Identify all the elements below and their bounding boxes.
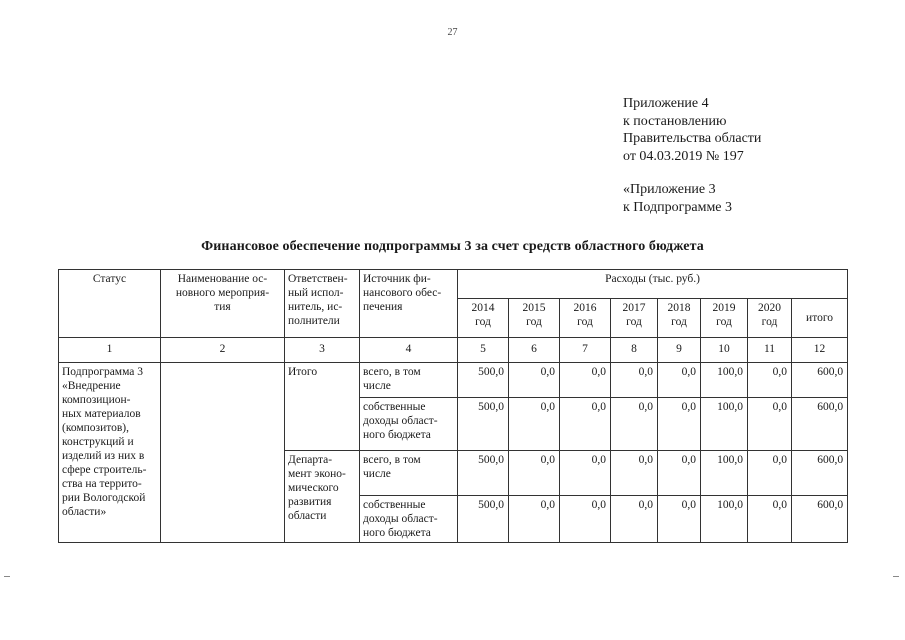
source-cell: всего, в том числе <box>360 451 458 496</box>
financing-table <box>58 269 848 543</box>
source-cell: собственные доходы област- ного бюджета <box>360 398 458 451</box>
value-cell: 0,0 <box>748 451 792 496</box>
value-cell: 0,0 <box>658 398 701 451</box>
name-cell <box>161 363 285 543</box>
column-number: 12 <box>792 338 848 363</box>
value-cell: 500,0 <box>458 451 509 496</box>
responsible-cell: Итого <box>285 363 360 451</box>
page-number: 27 <box>447 27 458 38</box>
column-number: 7 <box>560 338 611 363</box>
header-year: 2015 год <box>509 299 560 338</box>
column-number: 9 <box>658 338 701 363</box>
column-number: 2 <box>161 338 285 363</box>
value-cell: 0,0 <box>509 451 560 496</box>
value-cell: 100,0 <box>701 496 748 543</box>
column-number: 8 <box>611 338 658 363</box>
header-responsible: Ответствен- ный испол- нитель, ис- полнители <box>285 270 360 338</box>
margin-mark <box>893 576 899 577</box>
header-year: 2016 год <box>560 299 611 338</box>
responsible-cell: Департа- мент эконо- мического развития области <box>285 451 360 543</box>
appendix-line: к постановлению <box>623 113 727 129</box>
value-cell: 0,0 <box>658 363 701 398</box>
appendix-line: «Приложение 3 <box>623 182 716 197</box>
header-year: 2018 год <box>658 299 701 338</box>
appendix-line: Правительства области <box>623 131 762 146</box>
column-number: 5 <box>458 338 509 363</box>
value-cell: 100,0 <box>701 398 748 451</box>
header-source: Источник фи- нансового обес- печения <box>360 270 458 338</box>
value-cell: 500,0 <box>458 496 509 543</box>
column-number: 11 <box>748 338 792 363</box>
value-cell: 600,0 <box>792 363 848 398</box>
appendix-line: к Подпрограмме 3 <box>623 199 733 215</box>
value-cell: 0,0 <box>748 363 792 398</box>
column-number: 6 <box>509 338 560 363</box>
value-cell: 0,0 <box>509 496 560 543</box>
value-cell: 0,0 <box>748 496 792 543</box>
value-cell: 600,0 <box>792 398 848 451</box>
value-cell: 0,0 <box>560 398 611 451</box>
value-cell: 0,0 <box>560 451 611 496</box>
source-cell: собственные доходы област- ного бюджета <box>360 496 458 543</box>
header-year: 2014 год <box>458 299 509 338</box>
header-status: Статус <box>59 270 161 338</box>
value-cell: 0,0 <box>658 496 701 543</box>
header-name: Наименование ос- новного мероприя- тия <box>161 270 285 338</box>
value-cell: 0,0 <box>611 398 658 451</box>
value-cell: 600,0 <box>792 451 848 496</box>
value-cell: 500,0 <box>458 398 509 451</box>
header-total: итого <box>792 299 848 338</box>
source-cell: всего, в том числе <box>360 363 458 398</box>
appendix-block <box>623 95 761 216</box>
document-title: Финансовое обеспечение подпрограммы 3 за счет средств областного бюджета <box>201 239 704 254</box>
value-cell: 0,0 <box>509 363 560 398</box>
value-cell: 100,0 <box>701 451 748 496</box>
value-cell: 100,0 <box>701 363 748 398</box>
value-cell: 0,0 <box>611 451 658 496</box>
value-cell: 0,0 <box>611 363 658 398</box>
value-cell: 0,0 <box>509 398 560 451</box>
margin-mark <box>4 576 10 577</box>
header-expenses: Расходы (тыс. руб.) <box>458 270 848 299</box>
value-cell: 0,0 <box>748 398 792 451</box>
column-number: 4 <box>360 338 458 363</box>
header-year: 2020 год <box>748 299 792 338</box>
value-cell: 500,0 <box>458 363 509 398</box>
header-year: 2019 год <box>701 299 748 338</box>
column-number: 1 <box>59 338 161 363</box>
value-cell: 0,0 <box>658 451 701 496</box>
column-number: 3 <box>285 338 360 363</box>
header-year: 2017 год <box>611 299 658 338</box>
column-number: 10 <box>701 338 748 363</box>
appendix-line: Приложение 4 <box>623 96 709 111</box>
value-cell: 0,0 <box>560 496 611 543</box>
value-cell: 0,0 <box>560 363 611 398</box>
value-cell: 600,0 <box>792 496 848 543</box>
value-cell: 0,0 <box>611 496 658 543</box>
status-cell: Подпрограмма 3 «Внедрение композицион- ных материалов (композитов), конструкций и изделий из них в сфере строитель- ства на террито- рии Вологодской области» <box>59 363 161 543</box>
appendix-line: от 04.03.2019 № 197 <box>623 148 744 164</box>
